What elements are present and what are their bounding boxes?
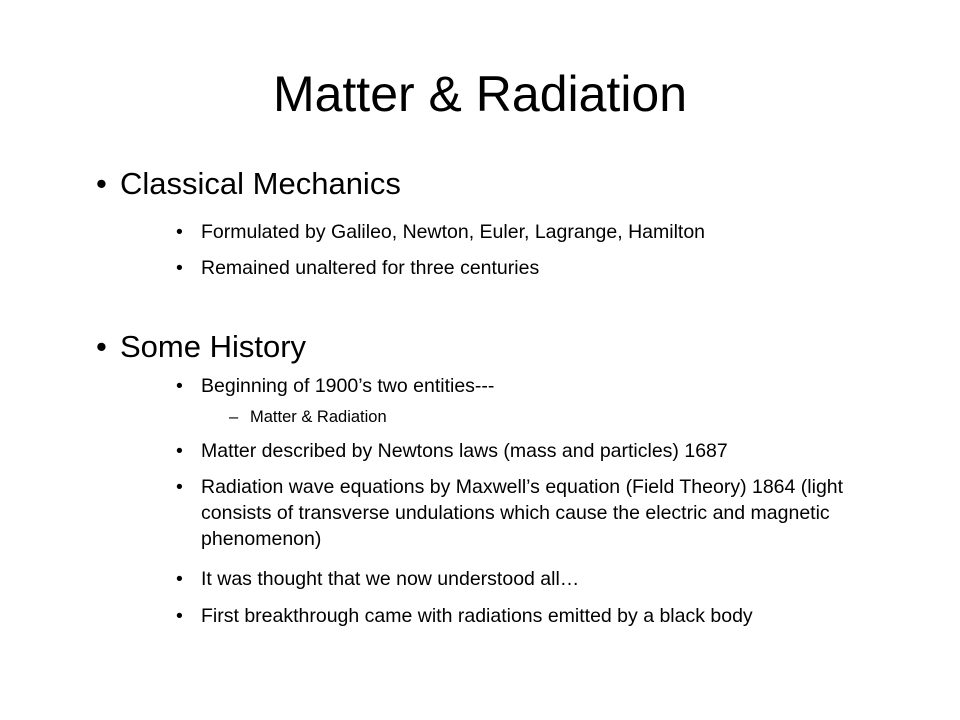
list-item bbox=[176, 566, 896, 594]
list-item-text: Matter described by Newtons laws (mass and particles) 1687 bbox=[201, 440, 728, 462]
sub-list-item bbox=[229, 406, 889, 430]
section-heading: Classical Mechanics bbox=[120, 166, 401, 201]
section-some-history bbox=[96, 329, 896, 369]
list-item bbox=[176, 219, 896, 247]
list-item-text: First breakthrough came with radiations emitted by a black body bbox=[201, 605, 753, 627]
list-item-text: Formulated by Galileo, Newton, Euler, Lagrange, Hamilton bbox=[201, 221, 706, 243]
list-item bbox=[176, 373, 896, 401]
list-item bbox=[176, 438, 896, 466]
bullet-icon: • bbox=[176, 221, 183, 243]
bullet-icon: • bbox=[176, 605, 183, 627]
list-item-text: Remained unaltered for three centuries bbox=[201, 257, 540, 279]
section-heading: Some History bbox=[120, 329, 307, 364]
bullet-icon: • bbox=[176, 568, 183, 590]
list-item bbox=[176, 255, 896, 283]
bullet-icon: • bbox=[176, 375, 183, 397]
bullet-icon: • bbox=[176, 440, 183, 462]
bullet-icon: • bbox=[96, 166, 107, 201]
list-item-text: Radiation wave equations by Maxwell’s equation (Field Theory) 1864 (light consists of transverse undulations which cause the electric and magnetic phenomenon) bbox=[201, 476, 844, 550]
section-classical-mechanics bbox=[96, 166, 896, 206]
dash-icon: – bbox=[229, 408, 239, 426]
list-item-text: Beginning of 1900’s two entities--- bbox=[201, 375, 495, 397]
bullet-icon: • bbox=[96, 329, 107, 364]
bullet-icon: • bbox=[176, 476, 183, 498]
list-item-text: It was thought that we now understood all… bbox=[201, 568, 580, 590]
list-item bbox=[176, 603, 916, 631]
sub-list-item-text: Matter & Radiation bbox=[250, 408, 387, 426]
slide-title: Matter & Radiation bbox=[272, 66, 688, 122]
bullet-icon: • bbox=[176, 257, 183, 279]
list-item bbox=[176, 474, 901, 558]
